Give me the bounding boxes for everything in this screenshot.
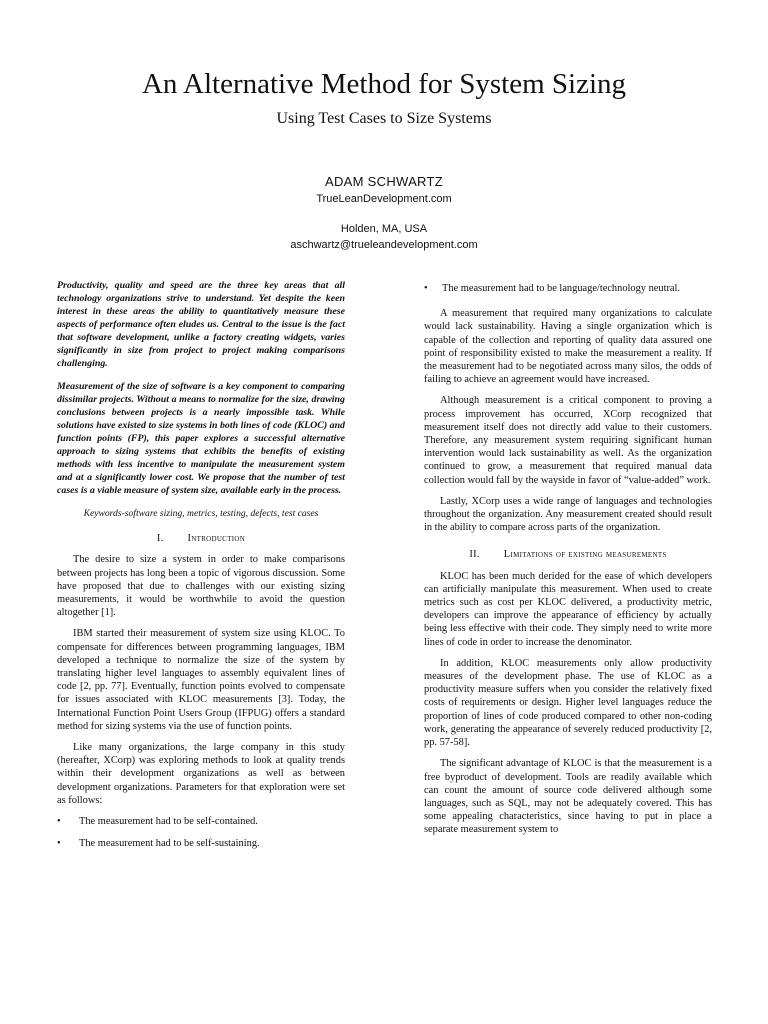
abstract-paragraph-2: Measurement of the size of software is a key component to comparing dissimilar projects. Without a means to normalize for the size, drawing conclusions between projects is a nearly impossible task. While solutions have existed to size systems in both lines of code (KLOC) and function points (FP), this paper explores a successful alternative approach to sizing systems that exhibits the benefits of existing methods with less incentive to manipulate the measurement system and at a significantly lower cost. We propose that the number of test cases is a viable measure of system size, available early in the process. bbox=[57, 381, 345, 496]
author-block bbox=[0, 173, 768, 253]
bullet-icon: • bbox=[57, 816, 61, 828]
body-paragraph: KLOC has been much derided for the ease of which developers can artificially manipulate this measurement. When used to create metrics such as cost per KLOC delivered, a productivity metric, developers can improve the appearance of efficiency by actually being less effective with their code. They simply need to write more lines of code in order to increase the denominator. bbox=[424, 570, 712, 648]
bullet-item bbox=[424, 282, 712, 295]
author-location: Holden, MA, USA bbox=[340, 223, 428, 235]
author-website: TrueLeanDevelopment.com bbox=[316, 193, 452, 205]
section-number: I. bbox=[156, 533, 164, 545]
body-paragraph: A measurement that required many organizations to calculate would lack sustainability. Having a single organization which is capable of the collection and reporting of quality data assured one point of responsibility existed to make the measurement a reality. If the measurement had to be negotiated across many silos, the odds of failing to achieve an agreement would have increased. bbox=[424, 308, 712, 386]
bullet-icon: • bbox=[57, 838, 61, 850]
bullet-text: The measurement had to be self-contained. bbox=[79, 816, 258, 828]
author-email: aschwartz@trueleandevelopment.com bbox=[290, 239, 478, 251]
bullet-text: The measurement had to be language/technology neutral. bbox=[442, 283, 681, 294]
section-heading-introduction bbox=[57, 532, 345, 545]
abstract-paragraph-1: Productivity, quality and speed are the three key areas that all technology organizations strive to understand. Yet despite the keen interest in these areas the ability to quantitatively measure these aspects of performance often eludes us. Central to the issue is the fact that software development, unlike a factory creating widgets, varies significantly in size from project to project making comparisons challenging. bbox=[57, 280, 345, 369]
body-paragraph: In addition, KLOC measurements only allow productivity measures of the development phase. The use of KLOC as a productivity measure suffers when you consider the relatively fixed costs of requirements or design. Higher level languages reduce the proportion of lines of code produced compared to other non-coding work, generating the appearance of severely reduced productivity [2, pp. 57-58]. bbox=[424, 657, 712, 749]
author-name: ADAM SCHWARTZ bbox=[324, 174, 443, 189]
body-paragraph: IBM started their measurement of system size using KLOC. To compensate for differences between programming languages, IBM developed a technique to normalize the size of the system by translating higher level languages to assembly equivalent lines of code [2, pp. 77]. Eventually, function points evolved to compensate for issues associated with KLOC measurements [3]. Today, the International Function Point Users Group (IFPUG) offers a standard method for sizing systems via the use of function points. bbox=[57, 628, 345, 732]
section-title: Limitations of existing measurements bbox=[503, 549, 667, 561]
body-paragraph: Like many organizations, the large company in this study (hereafter, XCorp) was exploring methods to look at quality trends within their development organizations as well as between development organizations. Parameters for that exploration were set as follows: bbox=[57, 742, 345, 806]
section-number: II. bbox=[469, 549, 480, 561]
paper-subtitle: Using Test Cases to Size Systems bbox=[276, 110, 492, 127]
paper-title: An Alternative Method for System Sizing bbox=[141, 68, 627, 100]
bullet-icon: • bbox=[424, 283, 428, 294]
body-paragraph: Lastly, XCorp uses a wide range of languages and technologies throughout the organization. Any measurement created should result in the ability to compare across parts of the organization. bbox=[424, 495, 712, 534]
bullet-text: The measurement had to be self-sustaining. bbox=[79, 838, 260, 850]
right-column bbox=[424, 282, 712, 845]
body-paragraph: Although measurement is a critical component to proving a process improvement has occurred, XCorp recognized that measurement itself does not directly add value to their customers. Therefore, any measurement system requiring significant human intervention would lack sustainability as well. As the organization continued to grow, a measurement that required manual data collection would fall by the wayside in favor of “value-added” work. bbox=[424, 395, 712, 486]
bullet-item bbox=[57, 837, 345, 850]
section-heading-limitations bbox=[424, 548, 712, 561]
keywords: Keywords-software sizing, metrics, testing, defects, test cases bbox=[83, 508, 319, 519]
section-title: Introduction bbox=[187, 533, 246, 545]
left-column bbox=[57, 279, 345, 859]
bullet-item bbox=[57, 815, 345, 828]
body-paragraph: The desire to size a system in order to make comparisons between projects has long been a topic of vigorous discussion. Some have proposed that due to challenges with our existing sizing measurements, it would be worthwhile to avoid the question altogether [1]. bbox=[57, 554, 345, 619]
body-paragraph: The significant advantage of KLOC is that the measurement is a free byproduct of development. Tools are readily available which can count the amount of source code delivered although some languages, such as SQL, may not be adequately covered. This has some appealing characteristics, since having to put in place a separate measurement system to bbox=[424, 758, 712, 836]
